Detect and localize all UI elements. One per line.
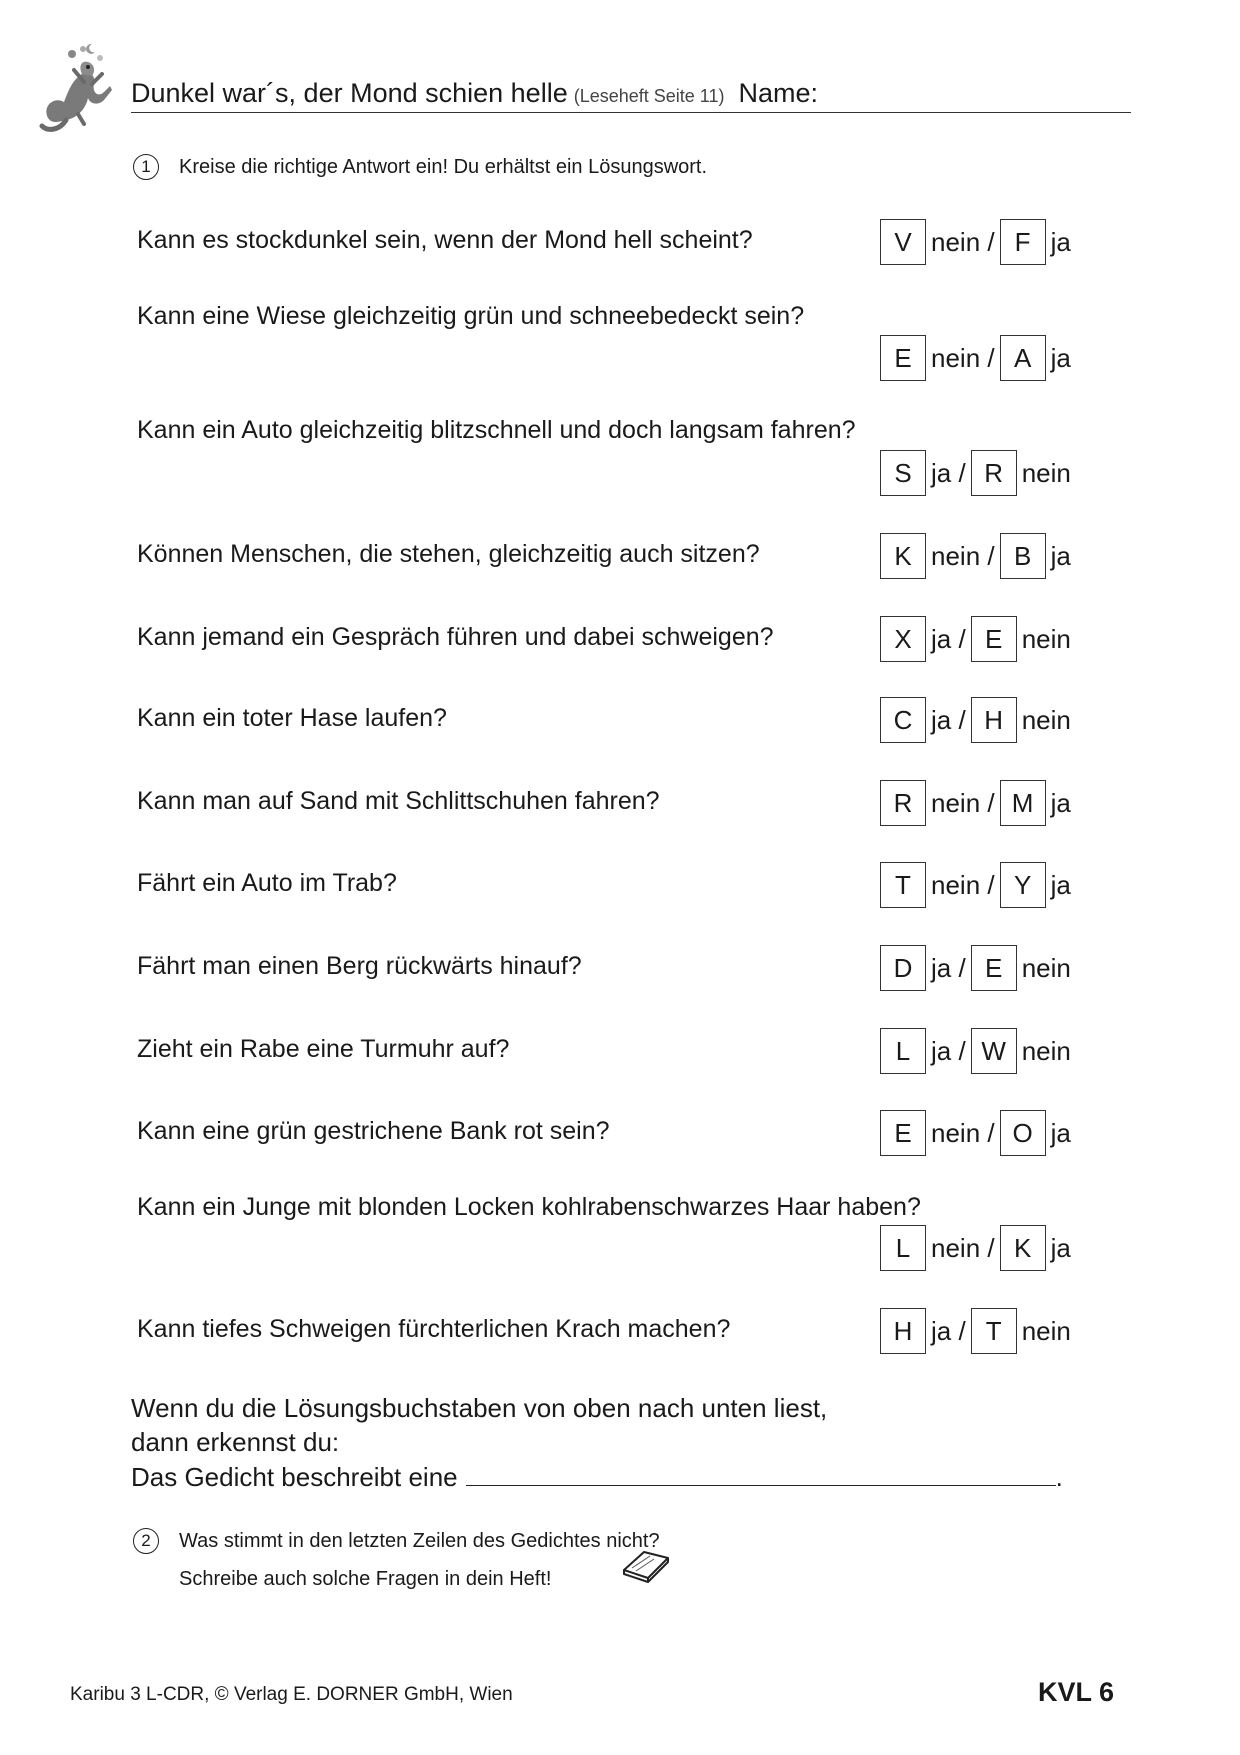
answer-word[interactable]: ja <box>1050 1232 1071 1263</box>
answer-word[interactable]: nein <box>1021 704 1071 735</box>
answer-letter-box[interactable]: E <box>971 616 1017 662</box>
question-1: Kann es stockdunkel sein, wenn der Mond hell scheint? <box>137 226 753 254</box>
answer-letter-box[interactable]: M <box>1000 780 1046 826</box>
answer-options-9 <box>880 944 1071 992</box>
name-label: Name: <box>738 78 819 108</box>
question-9: Fährt man einen Berg rückwärts hinauf? <box>137 952 582 980</box>
footer-copyright: Karibu 3 L-CDR, © Verlag E. DORNER GmbH, Wien <box>70 1684 513 1705</box>
answer-word[interactable]: nein / <box>931 226 995 257</box>
answer-letter-box[interactable]: K <box>880 533 926 579</box>
answer-word[interactable]: nein <box>1021 457 1071 488</box>
task-number-2: 2 <box>133 1528 159 1554</box>
answer-letter-box[interactable]: E <box>880 335 926 381</box>
answer-letter-box[interactable]: C <box>880 697 926 743</box>
answer-letter-box[interactable]: R <box>971 450 1017 496</box>
answer-options-3 <box>880 449 1071 497</box>
task-number-1: 1 <box>133 154 159 180</box>
answer-letter-box[interactable]: O <box>1000 1110 1046 1156</box>
question-2: Kann eine Wiese gleichzeitig grün und schneebedeckt sein? <box>137 302 805 330</box>
answer-options-5 <box>880 615 1071 663</box>
answer-word[interactable]: nein <box>1021 1315 1071 1346</box>
answer-letter-box[interactable]: T <box>880 862 926 908</box>
answer-letter-box[interactable]: W <box>971 1028 1017 1074</box>
task1-instruction: Kreise die richtige Antwort ein! Du erhältst ein Lösungswort. <box>179 156 708 178</box>
answer-word[interactable]: ja <box>1050 787 1071 818</box>
answer-options-13 <box>880 1307 1071 1355</box>
question-12: Kann ein Junge mit blonden Locken kohlrabenschwarzes Haar haben? <box>137 1193 921 1221</box>
answer-options-12 <box>880 1224 1071 1272</box>
answer-word[interactable]: ja / <box>931 457 966 488</box>
answer-word[interactable]: nein / <box>931 342 995 373</box>
answer-word[interactable]: nein / <box>931 1232 995 1263</box>
answer-letter-box[interactable]: E <box>971 945 1017 991</box>
answer-word[interactable]: ja <box>1050 869 1071 900</box>
question-5: Kann jemand ein Gespräch führen und dabei schweigen? <box>137 623 774 651</box>
answer-letter-box[interactable]: X <box>880 616 926 662</box>
question-11: Kann eine grün gestrichene Bank rot sein? <box>137 1117 610 1145</box>
question-10: Zieht ein Rabe eine Turmuhr auf? <box>137 1035 510 1063</box>
notebook-icon <box>620 1548 672 1584</box>
answer-word[interactable]: ja / <box>931 1035 966 1066</box>
answer-letter-box[interactable]: E <box>880 1110 926 1156</box>
conclusion-line-3 <box>131 1461 1063 1493</box>
answer-word[interactable]: nein / <box>931 540 995 571</box>
answer-letter-box[interactable]: T <box>971 1308 1017 1354</box>
answer-word[interactable]: ja <box>1050 540 1071 571</box>
answer-options-2 <box>880 334 1071 382</box>
conclusion-period: . <box>1055 1462 1063 1492</box>
juggling-lizard-logo-icon <box>38 40 130 140</box>
answer-word[interactable]: ja / <box>931 1315 966 1346</box>
footer-code: KVL 6 <box>1038 1677 1115 1707</box>
task2-line-2: Schreibe auch solche Fragen in dein Heft! <box>179 1568 552 1590</box>
page-title: Dunkel war´s, der Mond schien helle <box>131 78 568 108</box>
answer-word[interactable]: ja <box>1050 226 1071 257</box>
answer-word[interactable]: nein <box>1021 1035 1071 1066</box>
answer-letter-box[interactable]: L <box>880 1225 926 1271</box>
answer-options-11 <box>880 1109 1071 1157</box>
answer-word[interactable]: ja / <box>931 704 966 735</box>
answer-options-8 <box>880 861 1071 909</box>
answer-options-6 <box>880 696 1071 744</box>
answer-letter-box[interactable]: L <box>880 1028 926 1074</box>
conclusion-line-2: dann erkennst du: <box>131 1427 340 1457</box>
answer-options-1 <box>880 218 1071 266</box>
answer-letter-box[interactable]: V <box>880 219 926 265</box>
answer-letter-box[interactable]: Y <box>1000 862 1046 908</box>
answer-letter-box[interactable]: S <box>880 450 926 496</box>
question-13: Kann tiefes Schweigen fürchterlichen Krach machen? <box>137 1315 731 1343</box>
answer-word[interactable]: ja / <box>931 952 966 983</box>
answer-word[interactable]: ja <box>1050 342 1071 373</box>
answer-word[interactable]: nein <box>1021 623 1071 654</box>
answer-options-7 <box>880 779 1071 827</box>
header <box>131 78 1131 113</box>
question-8: Fährt ein Auto im Trab? <box>137 869 397 897</box>
answer-word[interactable]: ja <box>1050 1117 1071 1148</box>
answer-letter-box[interactable]: D <box>880 945 926 991</box>
conclusion-line-1: Wenn du die Lösungsbuchstaben von oben nach unten liest, <box>131 1393 828 1423</box>
answer-word[interactable]: ja / <box>931 623 966 654</box>
answer-letter-box[interactable]: K <box>1000 1225 1046 1271</box>
answer-options-10 <box>880 1027 1071 1075</box>
answer-letter-box[interactable]: A <box>1000 335 1046 381</box>
answer-letter-box[interactable]: R <box>880 780 926 826</box>
answer-word[interactable]: nein <box>1021 952 1071 983</box>
answer-word[interactable]: nein / <box>931 869 995 900</box>
answer-word[interactable]: nein / <box>931 787 995 818</box>
question-3: Kann ein Auto gleichzeitig blitzschnell und doch langsam fahren? <box>137 416 856 444</box>
question-6: Kann ein toter Hase laufen? <box>137 704 447 732</box>
answer-letter-box[interactable]: F <box>1000 219 1046 265</box>
page-reference: (Leseheft Seite 11) <box>573 86 725 106</box>
question-7: Kann man auf Sand mit Schlittschuhen fahren? <box>137 787 660 815</box>
question-4: Können Menschen, die stehen, gleichzeitig auch sitzen? <box>137 540 760 568</box>
answer-word[interactable]: nein / <box>931 1117 995 1148</box>
answer-options-4 <box>880 532 1071 580</box>
answer-letter-box[interactable]: H <box>880 1308 926 1354</box>
solution-answer-blank[interactable] <box>466 1461 1056 1486</box>
answer-letter-box[interactable]: B <box>1000 533 1046 579</box>
conclusion-prompt: Das Gedicht beschreibt eine <box>131 1462 458 1492</box>
answer-letter-box[interactable]: H <box>971 697 1017 743</box>
task2-line-1: Was stimmt in den letzten Zeilen des Gedichtes nicht? <box>179 1530 660 1552</box>
